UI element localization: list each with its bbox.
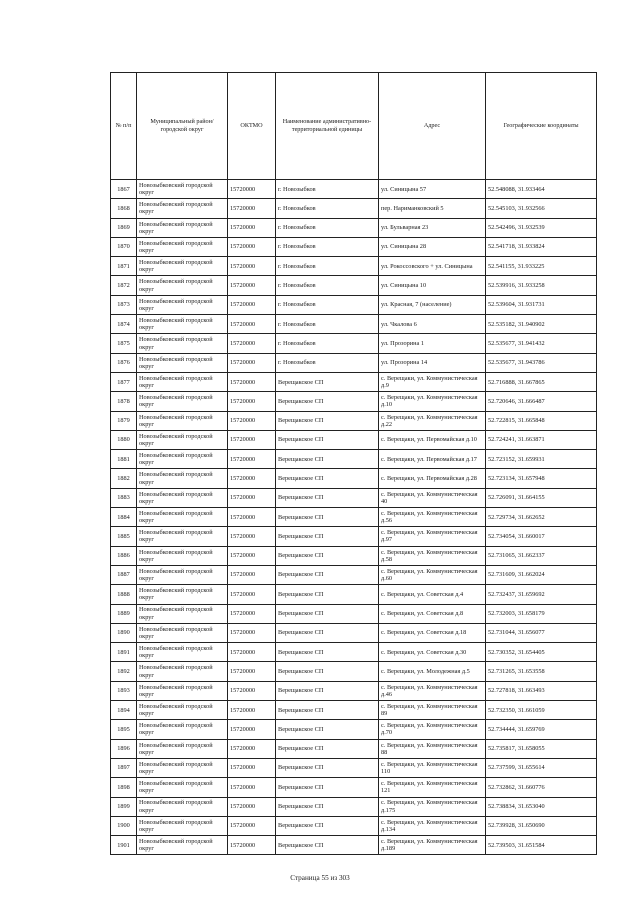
cell-address: с. Верещаки, ул. Коммунистическая д.70 — [379, 720, 486, 739]
cell-coordinates: 52.738834, 31.653040 — [486, 797, 597, 816]
table-row — [111, 739, 597, 758]
cell-admin-unit: Верещакское СП — [276, 836, 379, 855]
page-number: Страница 55 из 303 — [290, 874, 350, 882]
cell-oktmo: 15720000 — [228, 643, 276, 662]
table-row — [111, 315, 597, 334]
cell-admin-unit: Верещакское СП — [276, 411, 379, 430]
cell-admin-unit: г. Новозыбков — [276, 315, 379, 334]
cell-address: с. Верещаки, ул. Первомайская д.17 — [379, 450, 486, 469]
cell-coordinates: 52.731609, 31.662024 — [486, 565, 597, 584]
cell-address: с. Верещаки, ул. Коммунистическая д.175 — [379, 797, 486, 816]
cell-municipality: Новозыбковский городской округ — [137, 469, 228, 488]
cell-admin-unit: Верещакское СП — [276, 527, 379, 546]
cell-number: 1869 — [111, 218, 137, 237]
table-row — [111, 836, 597, 855]
cell-coordinates: 52.724241, 31.663871 — [486, 430, 597, 449]
cell-admin-unit: Верещакское СП — [276, 604, 379, 623]
cell-coordinates: 52.732862, 31.660776 — [486, 778, 597, 797]
cell-municipality: Новозыбковский городской округ — [137, 508, 228, 527]
cell-oktmo: 15720000 — [228, 836, 276, 855]
cell-address: с. Верещаки, ул. Коммунистическая д.134 — [379, 816, 486, 835]
cell-address: с. Верещаки, ул. Коммунистическая 110 — [379, 758, 486, 777]
cell-number: 1890 — [111, 623, 137, 642]
cell-number: 1871 — [111, 257, 137, 276]
cell-admin-unit: Верещакское СП — [276, 701, 379, 720]
cell-oktmo: 15720000 — [228, 758, 276, 777]
cell-address: с. Верещаки, ул. Коммунистическая д.189 — [379, 836, 486, 855]
table-header-row — [111, 73, 597, 180]
cell-oktmo: 15720000 — [228, 430, 276, 449]
cell-coordinates: 52.535182, 31.940902 — [486, 315, 597, 334]
cell-municipality: Новозыбковский городской округ — [137, 778, 228, 797]
cell-number: 1896 — [111, 739, 137, 758]
table-row — [111, 623, 597, 642]
table-row — [111, 778, 597, 797]
cell-number: 1874 — [111, 315, 137, 334]
table-row — [111, 295, 597, 314]
cell-admin-unit: г. Новозыбков — [276, 334, 379, 353]
cell-address: с. Верещаки, ул. Советская д.4 — [379, 585, 486, 604]
cell-oktmo: 15720000 — [228, 315, 276, 334]
table-row — [111, 527, 597, 546]
table-row — [111, 758, 597, 777]
cell-admin-unit: г. Новозыбков — [276, 295, 379, 314]
cell-oktmo: 15720000 — [228, 180, 276, 199]
cell-municipality: Новозыбковский городской округ — [137, 237, 228, 256]
cell-oktmo: 15720000 — [228, 353, 276, 372]
header-municipality: Муниципальный район/городской округ — [137, 73, 228, 180]
cell-admin-unit: г. Новозыбков — [276, 180, 379, 199]
cell-coordinates: 52.732437, 31.659692 — [486, 585, 597, 604]
cell-number: 1881 — [111, 450, 137, 469]
cell-address: с. Верещаки, ул. Коммунистическая д.10 — [379, 392, 486, 411]
cell-number: 1875 — [111, 334, 137, 353]
cell-oktmo: 15720000 — [228, 565, 276, 584]
cell-oktmo: 15720000 — [228, 778, 276, 797]
cell-municipality: Новозыбковский городской округ — [137, 392, 228, 411]
cell-oktmo: 15720000 — [228, 392, 276, 411]
table-row — [111, 720, 597, 739]
cell-admin-unit: Верещакское СП — [276, 720, 379, 739]
cell-municipality: Новозыбковский городской округ — [137, 565, 228, 584]
cell-admin-unit: Верещакское СП — [276, 450, 379, 469]
cell-oktmo: 15720000 — [228, 546, 276, 565]
cell-coordinates: 52.726091, 31.664155 — [486, 488, 597, 507]
table-row — [111, 797, 597, 816]
table-row — [111, 508, 597, 527]
cell-number: 1897 — [111, 758, 137, 777]
cell-admin-unit: Верещакское СП — [276, 508, 379, 527]
cell-admin-unit: Верещакское СП — [276, 662, 379, 681]
table-row — [111, 662, 597, 681]
cell-number: 1880 — [111, 430, 137, 449]
cell-number: 1879 — [111, 411, 137, 430]
header-address: Адрес — [379, 73, 486, 180]
cell-address: ул. Прозорина 14 — [379, 353, 486, 372]
cell-admin-unit: Верещакское СП — [276, 392, 379, 411]
cell-municipality: Новозыбковский городской округ — [137, 797, 228, 816]
cell-municipality: Новозыбковский городской округ — [137, 623, 228, 642]
cell-municipality: Новозыбковский городской округ — [137, 276, 228, 295]
cell-coordinates: 52.720646, 31.666487 — [486, 392, 597, 411]
cell-number: 1884 — [111, 508, 137, 527]
cell-coordinates: 52.739503, 31.651584 — [486, 836, 597, 855]
table-row — [111, 643, 597, 662]
cell-oktmo: 15720000 — [228, 218, 276, 237]
cell-oktmo: 15720000 — [228, 527, 276, 546]
cell-admin-unit: Верещакское СП — [276, 565, 379, 584]
table-row — [111, 430, 597, 449]
cell-coordinates: 52.731065, 31.662337 — [486, 546, 597, 565]
cell-oktmo: 15720000 — [228, 488, 276, 507]
cell-address: ул. Синицына 57 — [379, 180, 486, 199]
registry-sheet — [110, 72, 596, 855]
cell-number: 1893 — [111, 681, 137, 700]
cell-address: с. Верещаки, ул. Первомайская д.10 — [379, 430, 486, 449]
cell-admin-unit: Верещакское СП — [276, 585, 379, 604]
cell-coordinates: 52.722815, 31.665848 — [486, 411, 597, 430]
cell-coordinates: 52.539916, 31.933258 — [486, 276, 597, 295]
cell-admin-unit: г. Новозыбков — [276, 237, 379, 256]
cell-address: ул. Бульварная 23 — [379, 218, 486, 237]
cell-oktmo: 15720000 — [228, 276, 276, 295]
table-row — [111, 237, 597, 256]
table-row — [111, 276, 597, 295]
cell-number: 1883 — [111, 488, 137, 507]
cell-address: с. Верещаки, ул. Советская д.8 — [379, 604, 486, 623]
cell-oktmo: 15720000 — [228, 623, 276, 642]
cell-number: 1900 — [111, 816, 137, 835]
cell-municipality: Новозыбковский городской округ — [137, 334, 228, 353]
cell-municipality: Новозыбковский городской округ — [137, 315, 228, 334]
cell-admin-unit: Верещакское СП — [276, 681, 379, 700]
cell-address: с. Верещаки, ул. Коммунистическая д.60 — [379, 565, 486, 584]
cell-municipality: Новозыбковский городской округ — [137, 643, 228, 662]
table-row — [111, 565, 597, 584]
cell-address: с. Верещаки, ул. Коммунистическая д.97 — [379, 527, 486, 546]
cell-oktmo: 15720000 — [228, 797, 276, 816]
cell-municipality: Новозыбковский городской округ — [137, 604, 228, 623]
cell-oktmo: 15720000 — [228, 295, 276, 314]
cell-admin-unit: Верещакское СП — [276, 739, 379, 758]
cell-oktmo: 15720000 — [228, 257, 276, 276]
cell-admin-unit: Верещакское СП — [276, 623, 379, 642]
cell-address: с. Верещаки, ул. Первомайская д.28 — [379, 469, 486, 488]
cell-address: ул. Красная, 7 (население) — [379, 295, 486, 314]
cell-oktmo: 15720000 — [228, 701, 276, 720]
cell-address: с. Верещаки, ул. Коммунистическая д.22 — [379, 411, 486, 430]
cell-number: 1898 — [111, 778, 137, 797]
cell-number: 1882 — [111, 469, 137, 488]
cell-coordinates: 52.735817, 31.658055 — [486, 739, 597, 758]
cell-municipality: Новозыбковский городской округ — [137, 701, 228, 720]
cell-admin-unit: г. Новозыбков — [276, 353, 379, 372]
cell-address: с. Верещаки, ул. Молодежная д.5 — [379, 662, 486, 681]
table-row — [111, 334, 597, 353]
cell-number: 1868 — [111, 199, 137, 218]
cell-number: 1888 — [111, 585, 137, 604]
cell-coordinates: 52.730352, 31.654405 — [486, 643, 597, 662]
cell-municipality: Новозыбковский городской округ — [137, 836, 228, 855]
cell-municipality: Новозыбковский городской округ — [137, 295, 228, 314]
cell-oktmo: 15720000 — [228, 816, 276, 835]
table-row — [111, 604, 597, 623]
cell-oktmo: 15720000 — [228, 450, 276, 469]
cell-admin-unit: г. Новозыбков — [276, 218, 379, 237]
table-row — [111, 218, 597, 237]
cell-number: 1867 — [111, 180, 137, 199]
cell-municipality: Новозыбковский городской округ — [137, 257, 228, 276]
cell-oktmo: 15720000 — [228, 237, 276, 256]
cell-municipality: Новозыбковский городской округ — [137, 816, 228, 835]
cell-number: 1873 — [111, 295, 137, 314]
cell-coordinates: 52.545103, 31.932566 — [486, 199, 597, 218]
cell-oktmo: 15720000 — [228, 662, 276, 681]
table-row — [111, 257, 597, 276]
cell-address: с. Верещаки, ул. Коммунистическая 121 — [379, 778, 486, 797]
cell-address: с. Верещаки, ул. Коммунистическая 89 — [379, 701, 486, 720]
cell-municipality: Новозыбковский городской округ — [137, 430, 228, 449]
cell-address: пер. Нариманковский 5 — [379, 199, 486, 218]
cell-coordinates: 52.734444, 31.659769 — [486, 720, 597, 739]
header-coordinates: Географические координаты — [486, 73, 597, 180]
cell-admin-unit: г. Новозыбков — [276, 199, 379, 218]
cell-admin-unit: Верещакское СП — [276, 372, 379, 391]
table-row — [111, 469, 597, 488]
cell-oktmo: 15720000 — [228, 469, 276, 488]
cell-coordinates: 52.732350, 31.661059 — [486, 701, 597, 720]
table-row — [111, 372, 597, 391]
table-row — [111, 392, 597, 411]
cell-municipality: Новозыбковский городской округ — [137, 180, 228, 199]
cell-number: 1878 — [111, 392, 137, 411]
header-admin-unit: Наименование административно-территориальной единицы — [276, 73, 379, 180]
cell-number: 1885 — [111, 527, 137, 546]
table-row — [111, 681, 597, 700]
cell-municipality: Новозыбковский городской округ — [137, 488, 228, 507]
cell-number: 1894 — [111, 701, 137, 720]
cell-number: 1886 — [111, 546, 137, 565]
cell-number: 1889 — [111, 604, 137, 623]
cell-municipality: Новозыбковский городской округ — [137, 662, 228, 681]
cell-admin-unit: Верещакское СП — [276, 546, 379, 565]
cell-address: ул. Синицына 10 — [379, 276, 486, 295]
cell-municipality: Новозыбковский городской округ — [137, 720, 228, 739]
cell-oktmo: 15720000 — [228, 604, 276, 623]
table-row — [111, 816, 597, 835]
cell-number: 1876 — [111, 353, 137, 372]
cell-oktmo: 15720000 — [228, 199, 276, 218]
cell-admin-unit: Верещакское СП — [276, 643, 379, 662]
cell-admin-unit: Верещакское СП — [276, 778, 379, 797]
cell-address: с. Верещаки, ул. Коммунистическая д.46 — [379, 681, 486, 700]
cell-address: ул. Прозорина 1 — [379, 334, 486, 353]
cell-municipality: Новозыбковский городской округ — [137, 681, 228, 700]
registry-table — [110, 72, 597, 855]
cell-number: 1872 — [111, 276, 137, 295]
cell-address: с. Верещаки, ул. Советская д.18 — [379, 623, 486, 642]
cell-municipality: Новозыбковский городской округ — [137, 739, 228, 758]
cell-municipality: Новозыбковский городской округ — [137, 199, 228, 218]
cell-coordinates: 52.729734, 31.662652 — [486, 508, 597, 527]
cell-oktmo: 15720000 — [228, 739, 276, 758]
cell-oktmo: 15720000 — [228, 585, 276, 604]
cell-number: 1877 — [111, 372, 137, 391]
table-row — [111, 450, 597, 469]
cell-municipality: Новозыбковский городской округ — [137, 450, 228, 469]
cell-coordinates: 52.541718, 31.933824 — [486, 237, 597, 256]
cell-municipality: Новозыбковский городской округ — [137, 546, 228, 565]
cell-oktmo: 15720000 — [228, 372, 276, 391]
cell-municipality: Новозыбковский городской округ — [137, 527, 228, 546]
cell-coordinates: 52.723152, 31.659931 — [486, 450, 597, 469]
table-row — [111, 180, 597, 199]
cell-number: 1891 — [111, 643, 137, 662]
cell-coordinates: 52.732003, 31.658179 — [486, 604, 597, 623]
table-row — [111, 585, 597, 604]
cell-coordinates: 52.739928, 31.650690 — [486, 816, 597, 835]
cell-coordinates: 52.541155, 31.933225 — [486, 257, 597, 276]
cell-municipality: Новозыбковский городской округ — [137, 372, 228, 391]
cell-oktmo: 15720000 — [228, 508, 276, 527]
cell-address: с. Верещаки, ул. Коммунистическая д.9 — [379, 372, 486, 391]
cell-number: 1901 — [111, 836, 137, 855]
cell-address: с. Верещаки, ул. Коммунистическая 40 — [379, 488, 486, 507]
cell-admin-unit: Верещакское СП — [276, 816, 379, 835]
cell-address: с. Верещаки, ул. Коммунистическая д.58 — [379, 546, 486, 565]
cell-coordinates: 52.548088, 31.933464 — [486, 180, 597, 199]
cell-coordinates: 52.716888, 31.667865 — [486, 372, 597, 391]
table-row — [111, 488, 597, 507]
cell-admin-unit: Верещакское СП — [276, 469, 379, 488]
table-row — [111, 701, 597, 720]
cell-municipality: Новозыбковский городской округ — [137, 353, 228, 372]
cell-municipality: Новозыбковский городской округ — [137, 411, 228, 430]
cell-address: с. Верещаки, ул. Коммунистическая 88 — [379, 739, 486, 758]
table-body — [111, 180, 597, 855]
cell-coordinates: 52.535677, 31.941432 — [486, 334, 597, 353]
cell-admin-unit: Верещакское СП — [276, 797, 379, 816]
cell-address: с. Верещаки, ул. Коммунистическая д.56 — [379, 508, 486, 527]
cell-number: 1870 — [111, 237, 137, 256]
cell-admin-unit: Верещакское СП — [276, 758, 379, 777]
cell-coordinates: 52.731044, 31.656077 — [486, 623, 597, 642]
table-row — [111, 199, 597, 218]
cell-address: ул. Рокоссовского + ул. Синицына — [379, 257, 486, 276]
cell-coordinates: 52.535677, 31.943786 — [486, 353, 597, 372]
table-row — [111, 353, 597, 372]
cell-coordinates: 52.731265, 31.653558 — [486, 662, 597, 681]
cell-oktmo: 15720000 — [228, 334, 276, 353]
cell-oktmo: 15720000 — [228, 720, 276, 739]
cell-coordinates: 52.737599, 31.655614 — [486, 758, 597, 777]
cell-address: ул. Синицына 28 — [379, 237, 486, 256]
cell-admin-unit: Верещакское СП — [276, 488, 379, 507]
cell-coordinates: 52.734054, 31.660017 — [486, 527, 597, 546]
cell-municipality: Новозыбковский городской округ — [137, 585, 228, 604]
cell-number: 1895 — [111, 720, 137, 739]
cell-address: с. Верещаки, ул. Советская д.30 — [379, 643, 486, 662]
cell-number: 1887 — [111, 565, 137, 584]
cell-address: ул. Чкалова 6 — [379, 315, 486, 334]
cell-municipality: Новозыбковский городской округ — [137, 218, 228, 237]
cell-admin-unit: г. Новозыбков — [276, 257, 379, 276]
cell-oktmo: 15720000 — [228, 411, 276, 430]
header-oktmo: ОКТМО — [228, 73, 276, 180]
table-row — [111, 546, 597, 565]
cell-coordinates: 52.539604, 31.931731 — [486, 295, 597, 314]
cell-oktmo: 15720000 — [228, 681, 276, 700]
cell-admin-unit: г. Новозыбков — [276, 276, 379, 295]
cell-coordinates: 52.723134, 31.657948 — [486, 469, 597, 488]
header-number: № п/п — [111, 73, 137, 180]
cell-number: 1892 — [111, 662, 137, 681]
cell-coordinates: 52.542496, 31.932539 — [486, 218, 597, 237]
cell-coordinates: 52.727818, 31.663493 — [486, 681, 597, 700]
cell-number: 1899 — [111, 797, 137, 816]
table-row — [111, 411, 597, 430]
cell-admin-unit: Верещакское СП — [276, 430, 379, 449]
cell-municipality: Новозыбковский городской округ — [137, 758, 228, 777]
